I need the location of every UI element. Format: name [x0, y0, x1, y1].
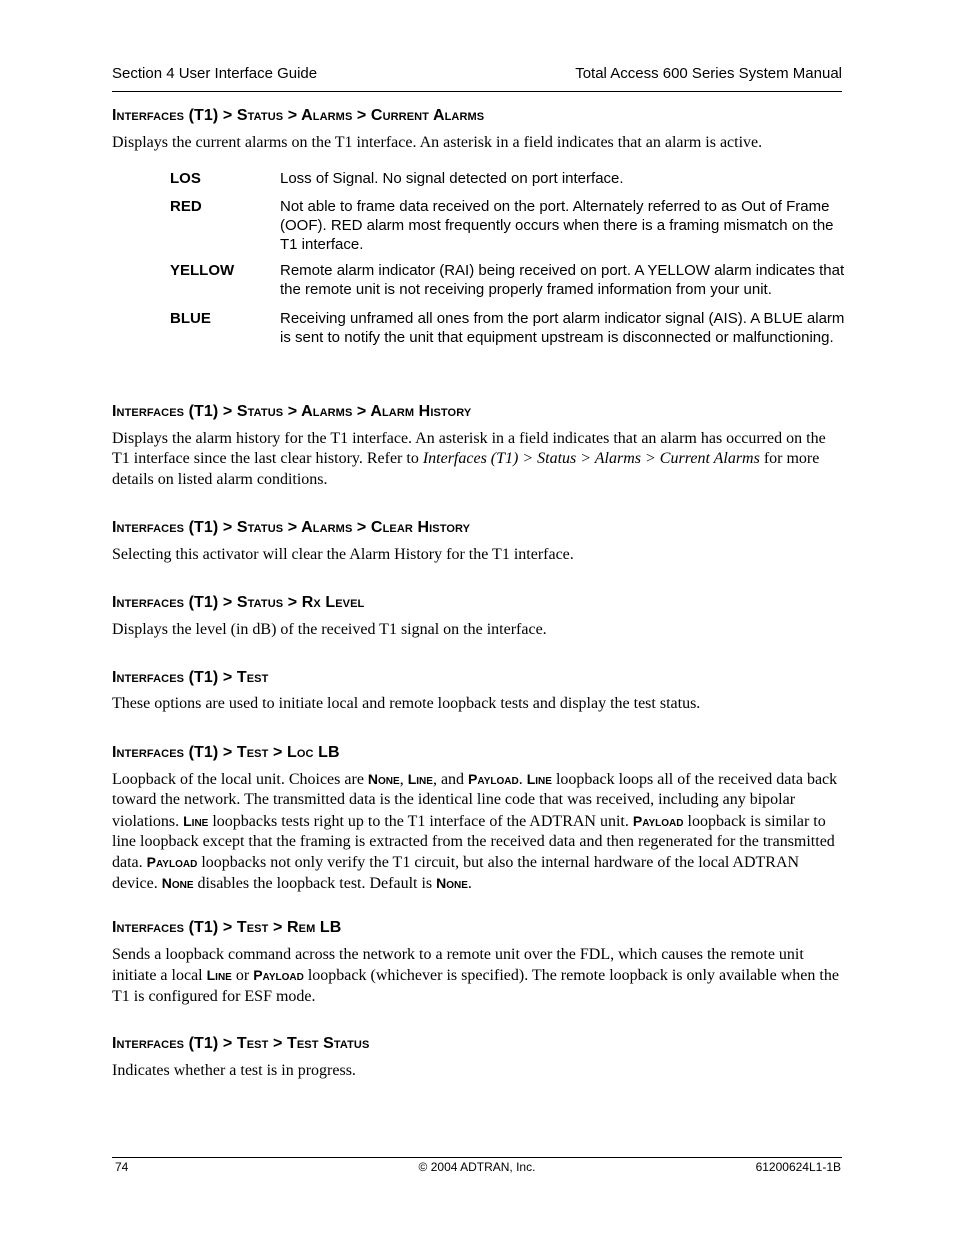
alarm-term-blue: BLUE	[170, 310, 211, 327]
heading-clear-history: Interfaces (T1) > Status > Alarms > Clear History	[112, 519, 471, 536]
footer-copyright: © 2004 ADTRAN, Inc.	[418, 1160, 536, 1174]
alarm-term-red: RED	[170, 198, 202, 215]
heading-loc-lb: Interfaces (T1) > Test > Loc LB	[112, 744, 340, 761]
paragraph-test: These options are used to initiate local and remote loopback tests and display the test status.	[112, 695, 701, 712]
alarm-def-blue: Receiving unframed all ones from the port alarm indicator signal (AIS). A BLUE alarm is sent to notify the unit that equipment upstream is disconnected or malfunctioning.	[280, 310, 845, 346]
paragraph-clear-history: Selecting this activator will clear the Alarm History for the T1 interface.	[112, 546, 574, 563]
running-header-right: Total Access 600 Series System Manual	[575, 65, 842, 82]
paragraph-alarm-history: Displays the alarm history for the T1 interface. An asterisk in a field indicates that an alarm has occurred on the T1 interface since the last clear history. Refer to Interfaces (T1) > Status > Alarms > Current Alarms for more details on listed alarm conditions.	[112, 430, 826, 488]
footer-doc-number: 61200624L1-1B	[755, 1160, 841, 1174]
footer-rule	[112, 1157, 842, 1158]
alarm-def-red: Not able to frame data received on the port. Alternately referred to as Out of Frame (OOF). RED alarm most frequently occurs when there is a framing mismatch on the T1 interface.	[280, 198, 834, 253]
alarm-def-yellow: Remote alarm indicator (RAI) being received on port. A YELLOW alarm indicates that the remote unit is not receiving properly framed information from your unit.	[280, 262, 845, 298]
paragraph-test-status: Indicates whether a test is in progress.	[112, 1062, 356, 1079]
heading-test-status: Interfaces (T1) > Test > Test Status	[112, 1035, 370, 1052]
heading-test: Interfaces (T1) > Test	[112, 669, 269, 686]
alarm-term-los: LOS	[170, 170, 201, 187]
paragraph-current-alarms: Displays the current alarms on the T1 interface. An asterisk in a field indicates that an alarm is active.	[112, 134, 763, 151]
cross-reference: Interfaces (T1) > Status > Alarms > Current Alarms	[422, 450, 760, 468]
page-number: 74	[115, 1160, 129, 1174]
heading-rem-lb: Interfaces (T1) > Test > Rem LB	[112, 919, 342, 936]
paragraph-loc-lb: Loopback of the local unit. Choices are None, Line, and Payload. Line loopback loops all of the received data back toward the network. The transmitted data is the identical line code that was received, including any bipolar violations. Line loopbacks tests right up to the T1 interface of the ADTRAN unit. Payload loopback is similar to line loopback except that the framing is extracted from the received data and then regenerated for the transmitted data. Payload loopbacks not only verify the T1 circuit, but also the internal hardware of the local ADTRAN device. None disables the loopback test. Default is None.	[112, 771, 838, 893]
alarm-term-yellow: YELLOW	[170, 262, 235, 279]
running-header-left: Section 4 User Interface Guide	[112, 65, 318, 82]
heading-rx-level: Interfaces (T1) > Status > Rx Level	[112, 594, 365, 611]
alarm-def-los: Loss of Signal. No signal detected on port interface.	[280, 170, 624, 187]
heading-alarm-history: Interfaces (T1) > Status > Alarms > Alarm History	[112, 403, 472, 420]
paragraph-rem-lb: Sends a loopback command across the network to a remote unit over the FDL, which causes the remote unit initiate a local Line or Payload loopback (whichever is specified). The remote loopback is only available when the T1 is configured for ESF mode.	[112, 946, 839, 1005]
heading-current-alarms: Interfaces (T1) > Status > Alarms > Current Alarms	[112, 107, 485, 124]
paragraph-rx-level: Displays the level (in dB) of the received T1 signal on the interface.	[112, 621, 547, 638]
header-rule	[112, 91, 842, 92]
